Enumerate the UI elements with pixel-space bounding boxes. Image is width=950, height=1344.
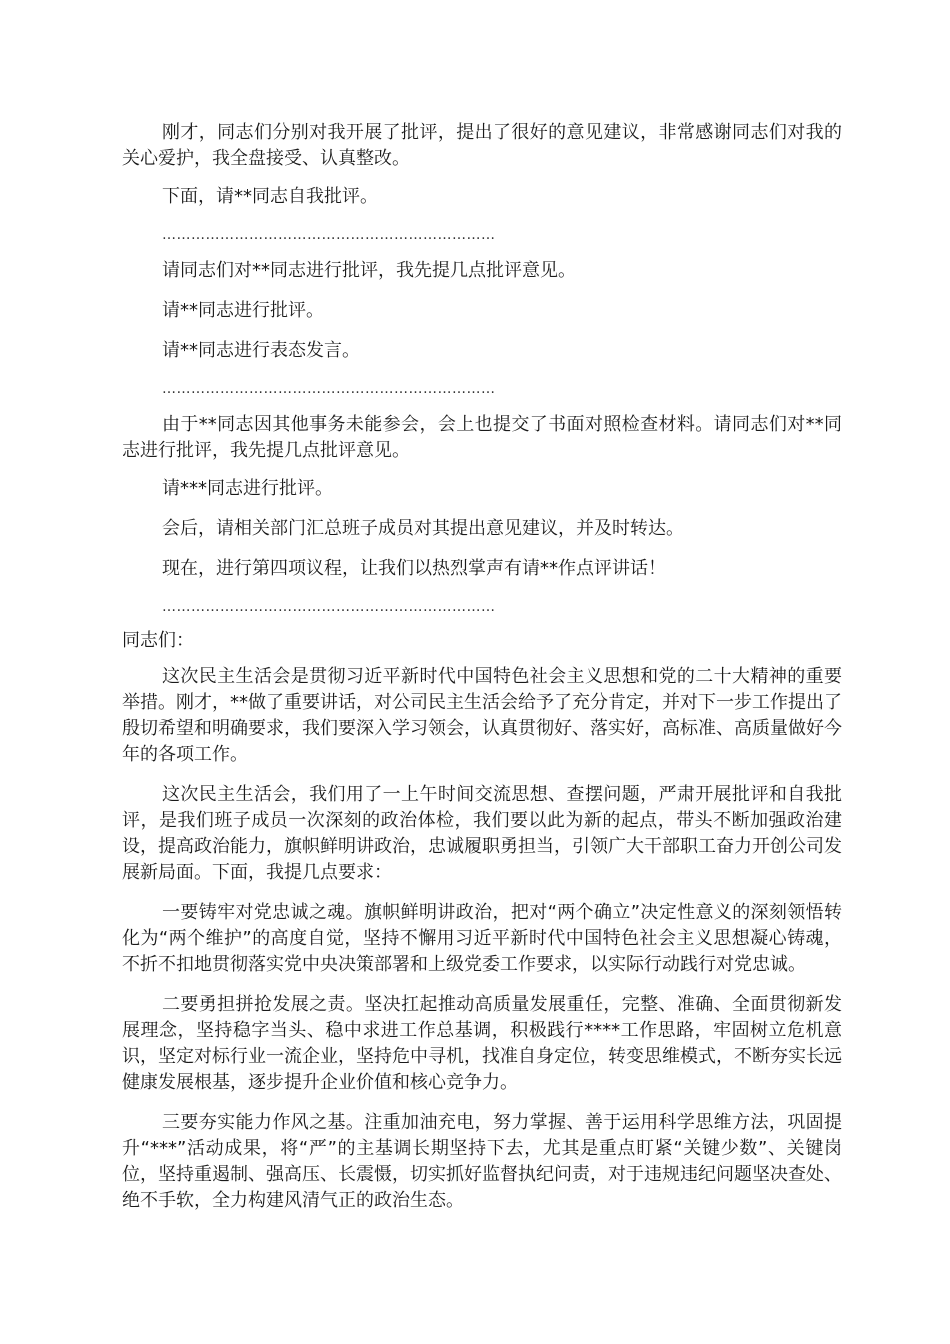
ellipsis-separator: …………………………………………………………… [162, 227, 496, 243]
salutation: 同志们： [122, 630, 194, 651]
ellipsis-separator: …………………………………………………………… [162, 599, 496, 615]
paragraph-criticism-thanks: 刚才，同志们分别对我开展了批评，提出了很好的意见建议，非常感谢同志们对我的关心爱护，我全盘接受、认真整改。 [122, 122, 842, 169]
document-page [122, 120, 842, 1214]
paragraph-fourth-agenda: 现在，进行第四项议程，让我们以热烈掌声有请**作点评讲话！ [162, 558, 666, 579]
paragraph-criticism-request: 请同志们对**同志进行批评，我先提几点批评意见。 [162, 260, 576, 281]
paragraph-meeting-summary: 这次民主生活会，我们用了一上午时间交流思想、查摆问题，严肃开展批评和自我批评，是我们班子成员一次深刻的政治体检，我们要以此为新的起点，带头不断加强政治建设，提高政治能力，旗帜鲜明讲政治，忠诚履职勇担当，引领广大干部职工奋力开创公司发展新局面。下面，我提几点要求： [122, 784, 842, 883]
paragraph-statement-invite: 请**同志进行表态发言。 [162, 340, 360, 361]
paragraph-requirement-1: 一要铸牢对党忠诚之魂。旗帜鲜明讲政治，把对“两个确立”决定性意义的深刻领悟转化为“两个维护”的高度自觉，坚持不懈用习近平新时代中国特色社会主义思想凝心铸魂，不折不扣地贯彻落实党中央决策部署和上级党委工作要求，以实际行动践行对党忠诚。 [122, 902, 842, 975]
ellipsis-separator: …………………………………………………………… [162, 381, 496, 397]
paragraph-absent-member: 由于**同志因其他事务未能参会，会上也提交了书面对照检查材料。请同志们对**同志进行批评，我先提几点批评意见。 [122, 414, 842, 461]
paragraph-meeting-significance: 这次民主生活会是贯彻习近平新时代中国特色社会主义思想和党的二十大精神的重要举措。刚才，**做了重要讲话，对公司民主生活会给予了充分肯定，并对下一步工作提出了殷切希望和明确要求，我们要深入学习领会，认真贯彻好、落实好，高标准、高质量做好今年的各项工作。 [122, 666, 842, 765]
paragraph-requirement-3: 三要夯实能力作风之基。注重加油充电，努力掌握、善于运用科学思维方法，巩固提升“***”活动成果，将“严”的主基调长期坚持下去，尤其是重点盯紧“关键少数”、关键岗位，坚持重遏制、强高压、长震慑，切实抓好监督执纪问责，对于违规违纪问题坚决查处、绝不手软，全力构建风清气正的政治生态。 [122, 1112, 842, 1211]
paragraph-after-meeting: 会后，请相关部门汇总班子成员对其提出意见建议，并及时转达。 [162, 518, 684, 539]
paragraph-requirement-2: 二要勇担拼抢发展之责。坚决扛起推动高质量发展重任，完整、准确、全面贯彻新发展理念，坚持稳字当头、稳中求进工作总基调，积极践行****工作思路，牢固树立危机意识，坚定对标行业一流企业，坚持危中寻机，找准自身定位，转变思维模式，不断夯实长远健康发展根基，逐步提升企业价值和核心竞争力。 [122, 994, 842, 1093]
paragraph-criticism-invite: 请**同志进行批评。 [162, 300, 324, 321]
paragraph-self-criticism-invite: 下面，请**同志自我批评。 [162, 186, 378, 207]
paragraph-criticism-invite-2: 请***同志进行批评。 [162, 478, 333, 499]
